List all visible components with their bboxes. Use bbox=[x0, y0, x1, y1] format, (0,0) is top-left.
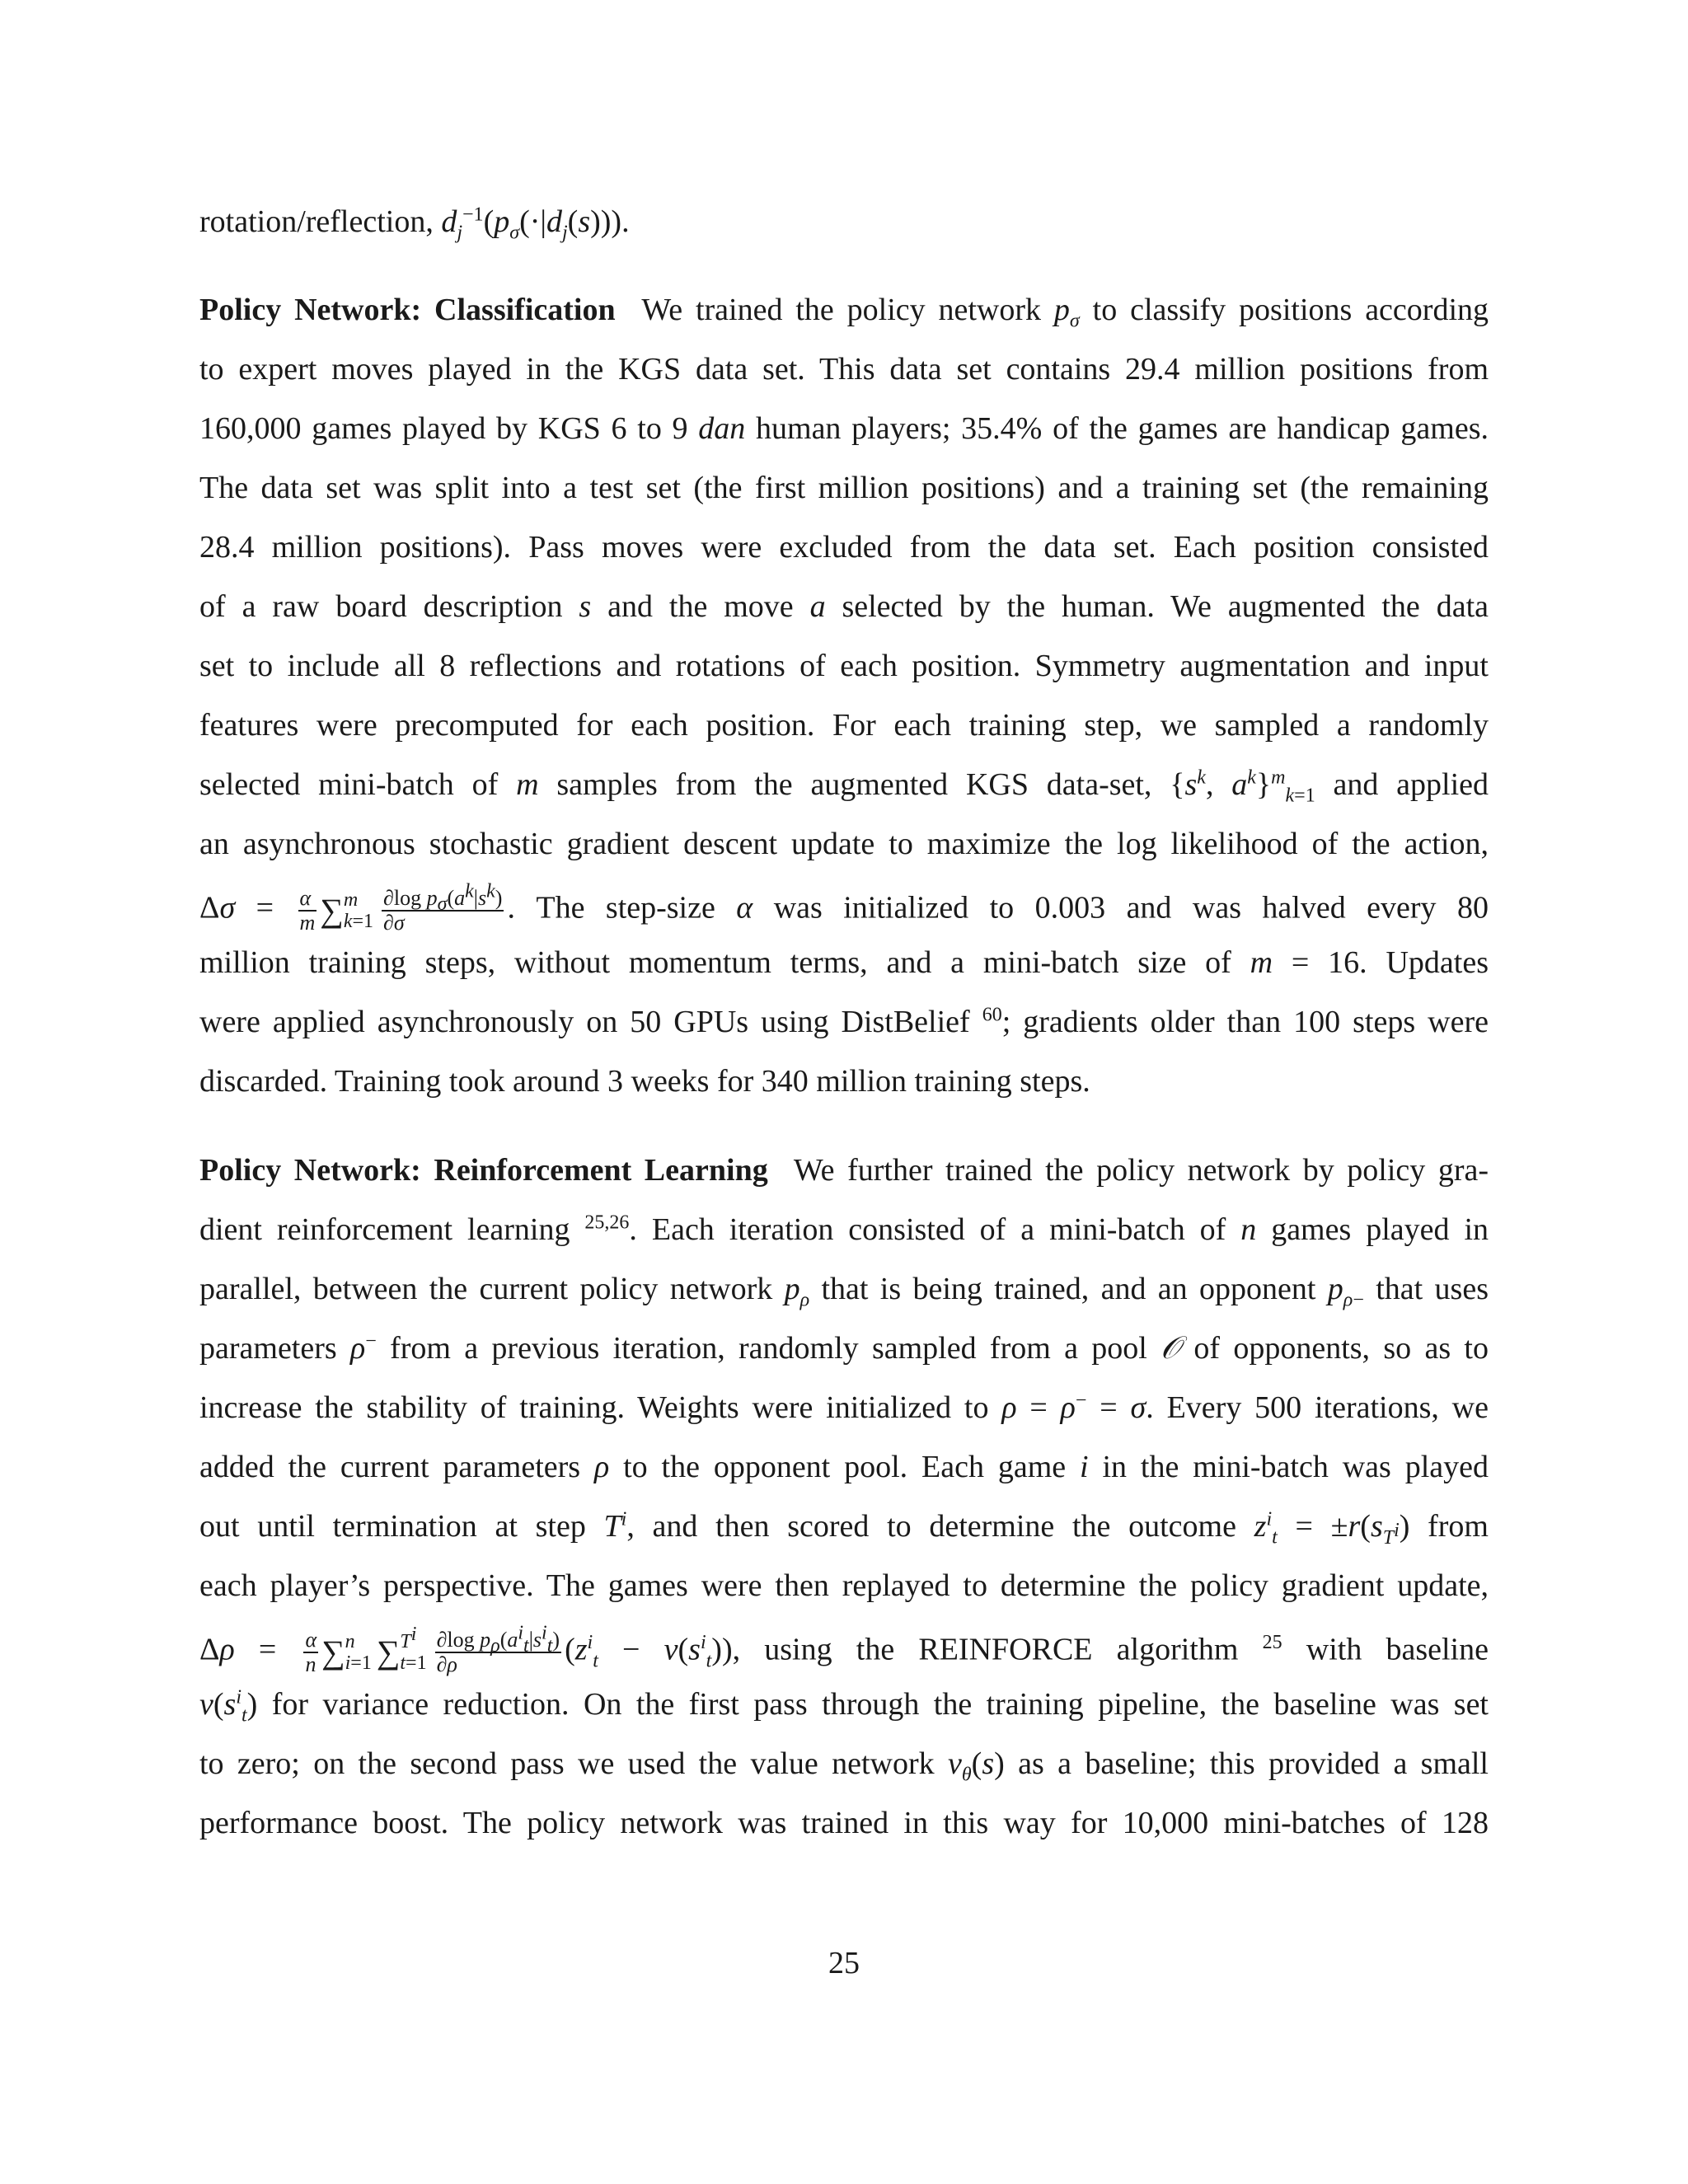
text-line: dient reinforcement learning $^{25,26}$. Each iteration consisted of a mini-batch of n games played in bbox=[199, 1212, 1489, 1247]
page-number: 25 bbox=[828, 1946, 860, 1980]
text-line: to expert moves played in the KGS data set. This data set contains 29.4 million positions from bbox=[199, 352, 1489, 387]
text-line: $v(s^i_t)$ for variance reduction. On the first pass through the training pipeline, the baseline was set bbox=[199, 1686, 1489, 1727]
text-line: an asynchronous stochastic gradient descent update to maximize the log likelihood of the action, bbox=[199, 827, 1489, 861]
text-line: 160,000 games played by KGS 6 to 9 dan human players; 35.4% of the games are handicap games. bbox=[199, 411, 1489, 446]
text-line: to zero; on the second pass we used the value network $v_\theta(s)$ as a baseline; this provided a small bbox=[199, 1746, 1489, 1786]
text-line: 28.4 million positions). Pass moves were excluded from the data set. Each position consisted bbox=[199, 530, 1489, 565]
text-line: were applied asynchronously on 50 GPUs using DistBelief $^{60}$; gradients older than 100 steps were bbox=[199, 1004, 1489, 1039]
classification-paragraph-line-1: Policy Network: Classification We trained the policy network $p_\sigma$ to classify positions according bbox=[199, 293, 1489, 332]
text-line: added the current parameters ρ to the opponent pool. Each game i in the mini-batch was played bbox=[199, 1450, 1489, 1484]
text-line: out until termination at step $T^i$, and then scored to determine the outcome $z^i_t = \pm r(s_{T^i})$ from bbox=[199, 1508, 1489, 1549]
text-line: set to include all 8 reflections and rotations of each position. Symmetry augmentation and input bbox=[199, 649, 1489, 683]
text-line: selected mini-batch of m samples from the augmented KGS data-set, {$s^k$, $a^k\}^m_{k=1}$ and applied bbox=[199, 766, 1489, 807]
text-line: each player’s perspective. The games were then replayed to determine the policy gradient update, bbox=[199, 1568, 1489, 1603]
equation-line-delta-rho: Δρ = $\frac{\alpha}{n}$ ∑ n i=1 ∑ $T^i$ t=1 $\frac{\partial\log p_\rho(a^i_t|s^i_t)}{\partial\rho}$ $(z^i_t - v(s^i_t))$, using the REINFORCE algorithm $^{25}$ with baseline bbox=[199, 1622, 1489, 1676]
rl-paragraph-line-1: Policy Network: Reinforcement Learning We further trained the policy network by policy gra- bbox=[199, 1153, 1489, 1188]
text-line: of a raw board description s and the move a selected by the human. We augmented the data bbox=[199, 589, 1489, 624]
text-line: discarded. Training took around 3 weeks for 340 million training steps. bbox=[199, 1064, 1090, 1099]
text-line: The data set was split into a test set (the first million positions) and a training set (the remaining bbox=[199, 471, 1489, 505]
text-line-1: rotation/reflection, $d_j^{-1}(p_\sigma(\cdot|d_j(s)))$. bbox=[199, 204, 630, 244]
text-line: increase the stability of training. Weights were initialized to ρ = ρ− = σ. Every 500 iterations, we bbox=[199, 1390, 1489, 1425]
text-line: performance boost. The policy network was trained in this way for 10,000 mini-batches of 128 bbox=[199, 1806, 1489, 1840]
text-line: million training steps, without momentum terms, and a mini-batch size of m = 16. Updates bbox=[199, 945, 1489, 980]
text-line: features were precomputed for each position. For each training step, we sampled a randomly bbox=[199, 708, 1489, 743]
heading-reinforcement-learning: Policy Network: Reinforcement Learning bbox=[199, 1153, 768, 1188]
text-line: parameters ρ− from a previous iteration, randomly sampled from a pool 𝒪 of opponents, so as to bbox=[199, 1330, 1489, 1366]
text-line: parallel, between the current policy network $p_\rho$ that is being trained, and an opponent $p_{\rho-}$ that uses bbox=[199, 1272, 1489, 1311]
equation-line-delta-sigma: Δσ = $\frac{\alpha}{m}$ ∑ m k=1 $\frac{\partial\log p_\sigma(a^k|s^k)}{\partial\sigma}$ . The step-size α was initialized to 0.003 and was halved every 80 bbox=[199, 880, 1489, 935]
heading-classification: Policy Network: Classification bbox=[199, 293, 616, 327]
